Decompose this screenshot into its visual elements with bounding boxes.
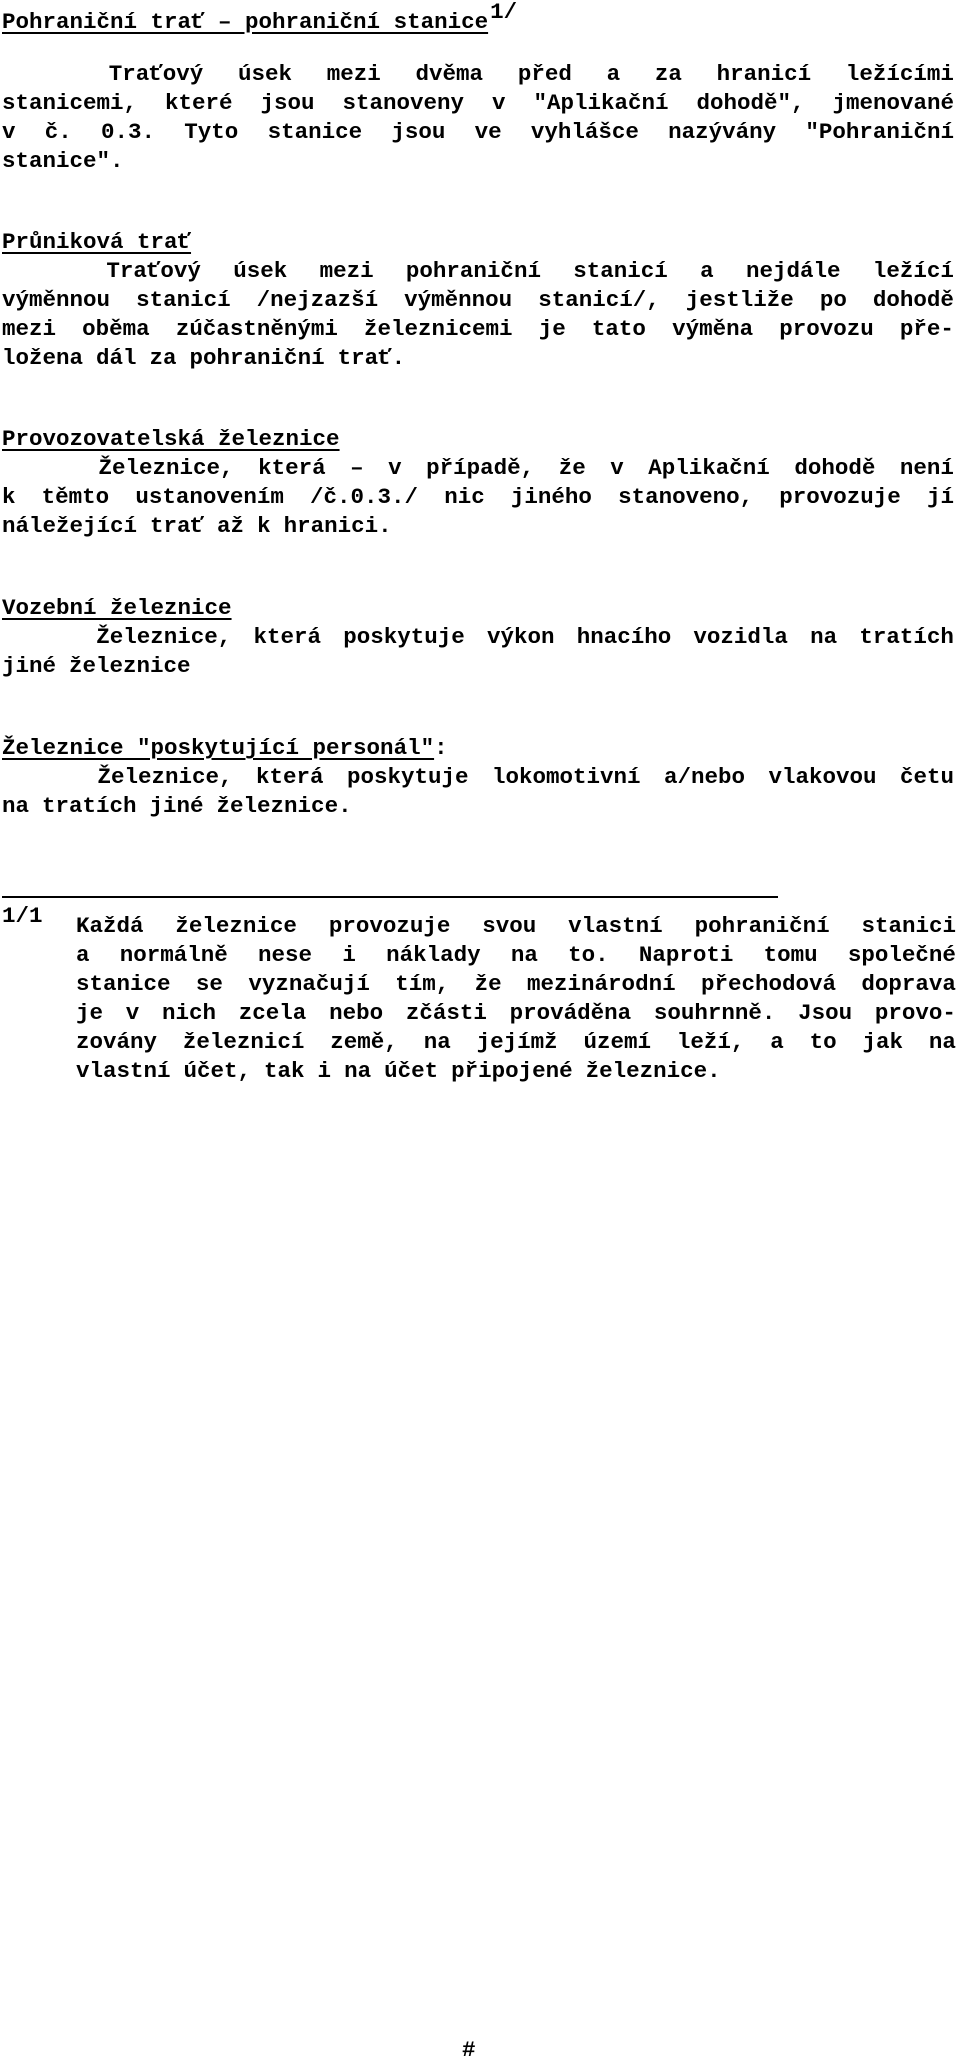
section-penetration-line	[2, 228, 954, 373]
word: země,	[330, 1029, 398, 1055]
indent	[2, 257, 74, 286]
section-title: Provozovatelská železnice	[2, 426, 340, 452]
word: tratích	[859, 624, 954, 650]
word: jejímž	[476, 1029, 558, 1055]
word: zúčastněnými	[175, 316, 338, 342]
word: stanoveno,	[618, 484, 754, 510]
footnote-marker: 1/1	[2, 903, 43, 929]
word: dvěma	[415, 61, 484, 87]
word: nebo	[329, 1000, 384, 1026]
word: poskytuje	[346, 764, 469, 790]
word: Železnice,	[98, 455, 234, 481]
section-heading	[2, 734, 954, 763]
word: dohodě	[872, 287, 954, 313]
word: zčásti	[405, 1000, 487, 1026]
word: mezinárodní	[527, 971, 676, 997]
word: tím,	[395, 971, 450, 997]
word: tomu	[763, 942, 818, 968]
word: a	[770, 1029, 784, 1055]
section-heading	[2, 425, 954, 454]
word: až	[217, 513, 245, 539]
word: stanicemi,	[2, 90, 138, 116]
word: jiné	[2, 653, 57, 679]
word: před	[517, 61, 572, 87]
word: úsek	[238, 61, 293, 87]
word: tak	[264, 1058, 305, 1084]
word: vlastní	[76, 1058, 171, 1084]
word: nich	[162, 1000, 217, 1026]
text-line	[2, 454, 954, 483]
text-line	[2, 344, 954, 373]
word: nejdále	[746, 258, 841, 284]
word: ležící	[872, 258, 954, 284]
word: jiné	[149, 793, 204, 819]
word: Jsou	[798, 1000, 853, 1026]
section-heading	[2, 594, 954, 623]
word: úsek	[233, 258, 288, 284]
word: připojené	[451, 1058, 573, 1084]
word: těmto	[41, 484, 110, 510]
word: provozu	[779, 316, 874, 342]
text-line	[2, 147, 954, 176]
word: mezi	[2, 316, 57, 342]
word: se	[195, 971, 223, 997]
word: a/nebo	[663, 764, 745, 790]
word: a	[76, 942, 90, 968]
section-heading	[2, 0, 954, 40]
word: dál	[96, 345, 137, 371]
word: č.	[44, 119, 72, 145]
word: je	[538, 316, 566, 342]
word: Traťový	[106, 258, 201, 284]
word: leží,	[676, 1029, 745, 1055]
word: tratích	[42, 793, 137, 819]
word: jestliže	[685, 287, 794, 313]
word: provo-	[874, 1000, 956, 1026]
word: dohodě	[794, 455, 876, 481]
text-line	[2, 483, 954, 512]
word: společné	[847, 942, 956, 968]
word: v	[491, 90, 506, 116]
word: souhrnně.	[653, 1000, 776, 1026]
word: v	[2, 119, 16, 145]
word: poskytuje	[343, 624, 465, 650]
text-line	[2, 512, 954, 541]
word: po	[819, 287, 847, 313]
word: jiného	[510, 484, 592, 510]
word: ve	[474, 119, 502, 145]
word: i	[342, 942, 356, 968]
word: která	[253, 624, 321, 650]
section-body	[2, 257, 954, 373]
word: není	[899, 455, 954, 481]
word: na	[344, 1058, 372, 1084]
text-line	[2, 89, 954, 118]
word: Aplikační	[648, 455, 770, 481]
text-line	[76, 970, 956, 999]
text-line	[2, 623, 954, 652]
word: ložena	[2, 345, 84, 371]
word: oběma	[82, 316, 150, 342]
word: vyznačují	[248, 971, 370, 997]
word: účet,	[183, 1058, 252, 1084]
word: železnice	[69, 653, 191, 679]
indent	[2, 763, 74, 792]
text-line	[76, 999, 956, 1028]
word: na	[423, 1029, 451, 1055]
word: Traťový	[108, 61, 204, 87]
text-line	[2, 792, 954, 821]
word: která	[258, 455, 326, 481]
word: Každá	[76, 913, 144, 939]
word: lokomotivní	[491, 764, 641, 790]
text-line	[2, 286, 954, 315]
text-line	[76, 941, 956, 970]
section-title: Vozební železnice	[2, 595, 232, 621]
section-body	[2, 454, 954, 541]
word: přechodová	[700, 971, 836, 997]
text-line	[2, 257, 954, 286]
word: stanice	[267, 119, 363, 145]
word: jí	[926, 484, 954, 510]
text-line	[2, 763, 954, 792]
word: která	[255, 764, 324, 790]
word: které	[165, 90, 233, 116]
word: jsou	[391, 119, 446, 145]
word: zovány	[76, 1029, 158, 1055]
word: pohraniční	[405, 258, 541, 284]
word: /nejzazší	[256, 287, 379, 313]
word: prováděna	[509, 1000, 632, 1026]
word: stanicí	[573, 258, 668, 284]
word: železnice	[175, 913, 297, 939]
word: k	[257, 513, 271, 539]
word: za	[149, 345, 177, 371]
word: svou	[482, 913, 537, 939]
section-hauling-railway	[2, 594, 954, 681]
word: Tyto	[184, 119, 239, 145]
word: náklady	[386, 942, 481, 968]
word: v	[610, 455, 624, 481]
word: k	[2, 484, 16, 510]
section-title: Pohraniční trať – pohraniční stanice	[2, 9, 489, 35]
word: stanicí	[136, 287, 231, 313]
word: pohraniční	[189, 345, 325, 371]
word: 0.3.	[101, 119, 156, 145]
word: v	[125, 1000, 140, 1026]
section-body	[2, 60, 954, 176]
word: na	[928, 1029, 956, 1055]
word: to.	[568, 942, 609, 968]
word: Železnice,	[96, 624, 232, 650]
text-line	[76, 1028, 956, 1057]
word: trať.	[337, 345, 406, 371]
word: v	[388, 455, 402, 481]
word: náležející	[2, 513, 138, 539]
word: a	[700, 258, 714, 284]
word: stanice	[76, 971, 171, 997]
text-line	[76, 1057, 956, 1086]
page-mark: #	[462, 2037, 476, 2063]
word: výměnnou	[2, 287, 111, 313]
word: to	[809, 1029, 837, 1055]
section-border-line	[2, 0, 954, 176]
word: ležícími	[845, 61, 954, 87]
word: jak	[862, 1029, 904, 1055]
word: mezi	[326, 61, 381, 87]
word: provozuje	[328, 913, 451, 939]
word: že	[474, 971, 502, 997]
word: hranicí	[716, 61, 812, 87]
word: železnicí	[182, 1029, 305, 1055]
word: nese	[258, 942, 313, 968]
word: četu	[899, 764, 954, 790]
section-staff-providing-railway	[2, 734, 954, 821]
word: území	[583, 1029, 651, 1055]
word: účet	[384, 1058, 439, 1084]
word: železnice.	[216, 793, 352, 819]
word: na	[510, 942, 538, 968]
word: vlakovou	[768, 764, 877, 790]
word: jmenované	[832, 90, 954, 116]
word: Naproti	[638, 942, 734, 968]
word: trať	[150, 513, 205, 539]
footnote-body	[76, 912, 956, 1086]
text-line	[2, 315, 954, 344]
word: na	[810, 624, 838, 650]
word: zcela	[238, 1000, 307, 1026]
footnote-separator	[2, 896, 778, 898]
word: /č.0.3./	[310, 484, 419, 510]
word: jsou	[260, 90, 315, 116]
word: vozidla	[693, 624, 788, 650]
word: ustanovením	[135, 484, 284, 510]
word: doprava	[861, 971, 956, 997]
word: pře-	[899, 316, 954, 342]
word: případě,	[426, 455, 535, 481]
indent	[2, 60, 74, 89]
text-line	[76, 912, 956, 941]
word: tato	[591, 316, 646, 342]
word: dohodě",	[696, 90, 805, 116]
word: nazývány	[668, 119, 777, 145]
text-line	[2, 652, 954, 681]
word: stanoveny	[342, 90, 464, 116]
word: železnicemi	[364, 316, 513, 342]
word: provozuje	[779, 484, 901, 510]
section-title: Průniková trať	[2, 229, 192, 255]
word: železnice.	[585, 1058, 721, 1084]
text-line	[2, 118, 954, 147]
word: "Aplikační	[533, 90, 669, 116]
word: normálně	[119, 942, 228, 968]
word: že	[558, 455, 586, 481]
word: vlastní	[568, 913, 663, 939]
word: výměnnou	[404, 287, 513, 313]
word: stanici	[861, 913, 956, 939]
section-title-colon: :	[434, 735, 448, 761]
word: vyhlášce	[530, 119, 639, 145]
footnote-reference[interactable]: 1/	[490, 0, 518, 25]
indent	[2, 454, 74, 483]
word: a	[606, 61, 621, 87]
word: hranici.	[283, 513, 392, 539]
word: Železnice,	[97, 764, 233, 790]
word: –	[350, 455, 364, 481]
word: i	[317, 1058, 332, 1084]
section-heading	[2, 228, 954, 257]
indent	[2, 623, 74, 652]
section-operating-railway	[2, 425, 954, 541]
word: hnacího	[576, 624, 672, 650]
word: "Pohraniční	[805, 119, 954, 145]
word: pohraniční	[694, 913, 830, 939]
word: stanicí/,	[538, 287, 660, 313]
word: za	[654, 61, 682, 87]
word: výkon	[486, 624, 555, 650]
section-body	[2, 623, 954, 681]
text-line	[2, 60, 954, 89]
word: na	[2, 793, 30, 819]
word: nic	[444, 484, 485, 510]
word: mezi	[319, 258, 374, 284]
word: je	[76, 1000, 104, 1026]
word: výměna	[672, 316, 754, 342]
section-body	[2, 763, 954, 821]
section-title: Železnice "poskytující personál"	[2, 735, 435, 761]
word: stanice".	[2, 148, 124, 174]
